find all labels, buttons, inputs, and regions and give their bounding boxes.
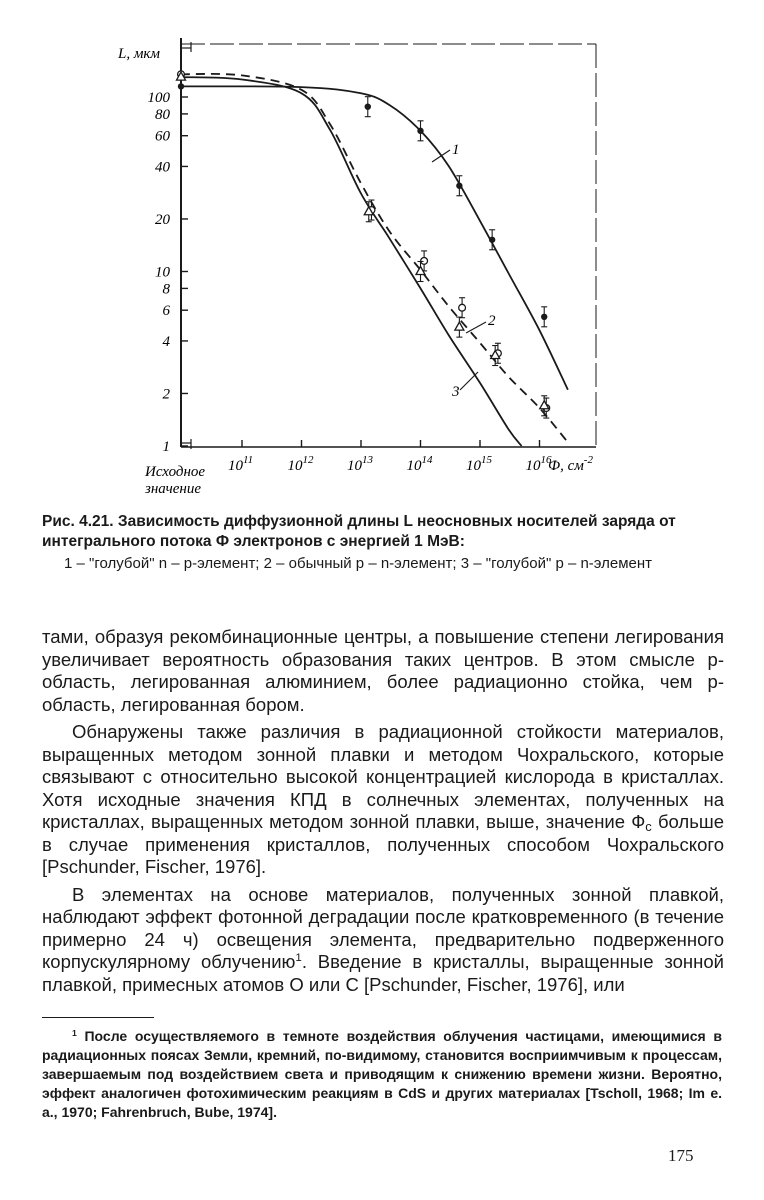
y-tick-label: 60 — [155, 128, 170, 145]
x-tick-label — [228, 454, 253, 474]
paragraph-2-main: Обнаружены также различия в радиационной стойкости материалов, выращенных методом зонной плавки и методом Чохральского, которые связывают с относительно высокой концентрацией кислорода в кристаллах. Хотя исходные значения КПД в солнечных элементах, полученных на кристаллах, выращенных методом зонной плавки, выше, значение Ф — [42, 721, 724, 832]
footnote-reference: 1 — [295, 952, 302, 965]
x-axis-ticks — [228, 440, 552, 474]
series-1-label-leader — [432, 150, 450, 162]
series-1-point — [541, 314, 547, 320]
x-origin-label-line-1: Исходное — [145, 464, 206, 480]
series-1-initial-marker — [178, 83, 184, 89]
x-axis-label-exp: -2 — [583, 454, 593, 466]
chart-frame — [181, 38, 596, 449]
y-tick-label: 100 — [147, 90, 170, 106]
paragraph-2-tail: больше в случае применения кристаллов, полученных способом Чохральского [Pschunder, Fischer, 1976]. — [42, 811, 724, 877]
x-tick-label-exp: 11 — [243, 454, 254, 466]
y-tick-label: 4 — [162, 333, 170, 350]
x-tick-label — [288, 454, 315, 474]
x-tick-label — [407, 454, 434, 474]
y-tick-label: 6 — [162, 303, 170, 320]
series-1-point — [365, 103, 371, 109]
chart-labels — [117, 46, 593, 497]
paragraph-3 — [42, 884, 724, 997]
y-tick-label: 40 — [155, 159, 170, 176]
series-2-point — [421, 258, 428, 265]
series-3-label-leader — [460, 372, 478, 390]
x-origin-label-line-2: значение — [145, 481, 202, 497]
series-2-label: 2 — [488, 313, 496, 329]
figure-caption — [42, 512, 722, 552]
figure-caption-title: Рис. 4.21. Зависимость диффузионной длины L неосновных носителей заряда от интегрального потока Ф электронов с энергией 1 МэВ: — [42, 513, 676, 550]
series-3-label: 3 — [452, 384, 460, 400]
x-tick-label-exp: 15 — [481, 454, 492, 466]
x-axis-label — [548, 454, 593, 474]
series-1-point — [456, 183, 462, 189]
y-tick-label: 1 — [162, 439, 170, 455]
x-tick-label-base: 10 — [228, 458, 243, 474]
x-tick-label — [466, 454, 493, 474]
y-tick-label: 8 — [162, 281, 170, 298]
footnote-marker: 1 — [72, 1027, 77, 1038]
chart-curves — [181, 74, 568, 446]
page-number: 175 — [668, 1146, 694, 1165]
diffusion-length-chart — [0, 0, 764, 505]
x-tick-label-exp: 13 — [362, 454, 373, 466]
paragraph-2 — [42, 721, 724, 879]
x-tick-label-base: 10 — [406, 458, 422, 474]
series-3-curve — [181, 77, 522, 446]
body-text — [42, 626, 724, 1001]
phi-subscript: c — [645, 819, 652, 835]
series-2-curve — [181, 74, 568, 442]
x-tick-label-base: 10 — [287, 458, 303, 474]
footnote-text: После осуществляемого в темноте воздействия облучения частицами, имеющимися в радиационных поясах Земли, кремний, по-видимому, становится восприимчивым к процессам, завершаемым под воздействием света и приводящим к снижению времени жизни. Вероятно, эффект аналогичен фотохимическим реакциям в CdS и других материалах [Tscholl, 1968; Im e. a., 1970; Fahrenbruch, Bube, 1974]. — [42, 1028, 722, 1120]
x-tick-label-exp: 14 — [421, 454, 433, 466]
x-tick-label-base: 10 — [347, 458, 362, 474]
series-2-point — [459, 304, 466, 311]
y-tick-label: 20 — [155, 211, 170, 228]
paragraph-3-main: В элементах на основе материалов, полученных зонной плавкой, наблюдают эффект фотонной деградации после кратковременного (в течение примерно 24 ч) освещения элемента, предварительно подверженного корпускулярному облучению — [42, 883, 724, 972]
x-tick-label-base: 10 — [466, 458, 481, 474]
figure-legend — [42, 554, 722, 574]
y-tick-label: 80 — [155, 106, 170, 123]
x-tick-label-exp: 16 — [540, 454, 552, 466]
paragraph-3-tail: . Введение в кристаллы, выращенные зонной плавкой, примесных атомов O или C [Pschunder, Fischer, 1976], или — [42, 951, 724, 995]
figure-legend-text: 1 – "голубой" n – p-элемент; 2 – обычный p – n-элемент; 3 – "голубой" p – n-элемент — [64, 555, 653, 572]
series-1-label: 1 — [452, 142, 460, 158]
y-tick-label: 2 — [162, 386, 170, 403]
series-1-point — [417, 128, 423, 134]
x-tick-label-exp: 12 — [302, 454, 314, 466]
x-tick-label-base: 10 — [525, 458, 541, 474]
footnote — [42, 1027, 722, 1122]
y-tick-label: 10 — [155, 264, 170, 281]
series-1-curve — [181, 86, 568, 389]
paragraph-1: тами, образуя рекомбинационные центры, а повышение степени легирования увеличивает вероятность образования таких центров. В этом смысле p-область, легированная алюминием, более радиационно стойка, чем p-область, легированная бором. — [42, 626, 724, 715]
footnote-divider — [42, 1017, 154, 1018]
x-tick-label — [347, 454, 374, 474]
series-2-label-leader — [466, 322, 486, 333]
series-1-point — [489, 237, 495, 243]
y-axis-label: L, мкм — [118, 46, 161, 62]
x-axis-label-text: Ф, см — [548, 458, 584, 474]
